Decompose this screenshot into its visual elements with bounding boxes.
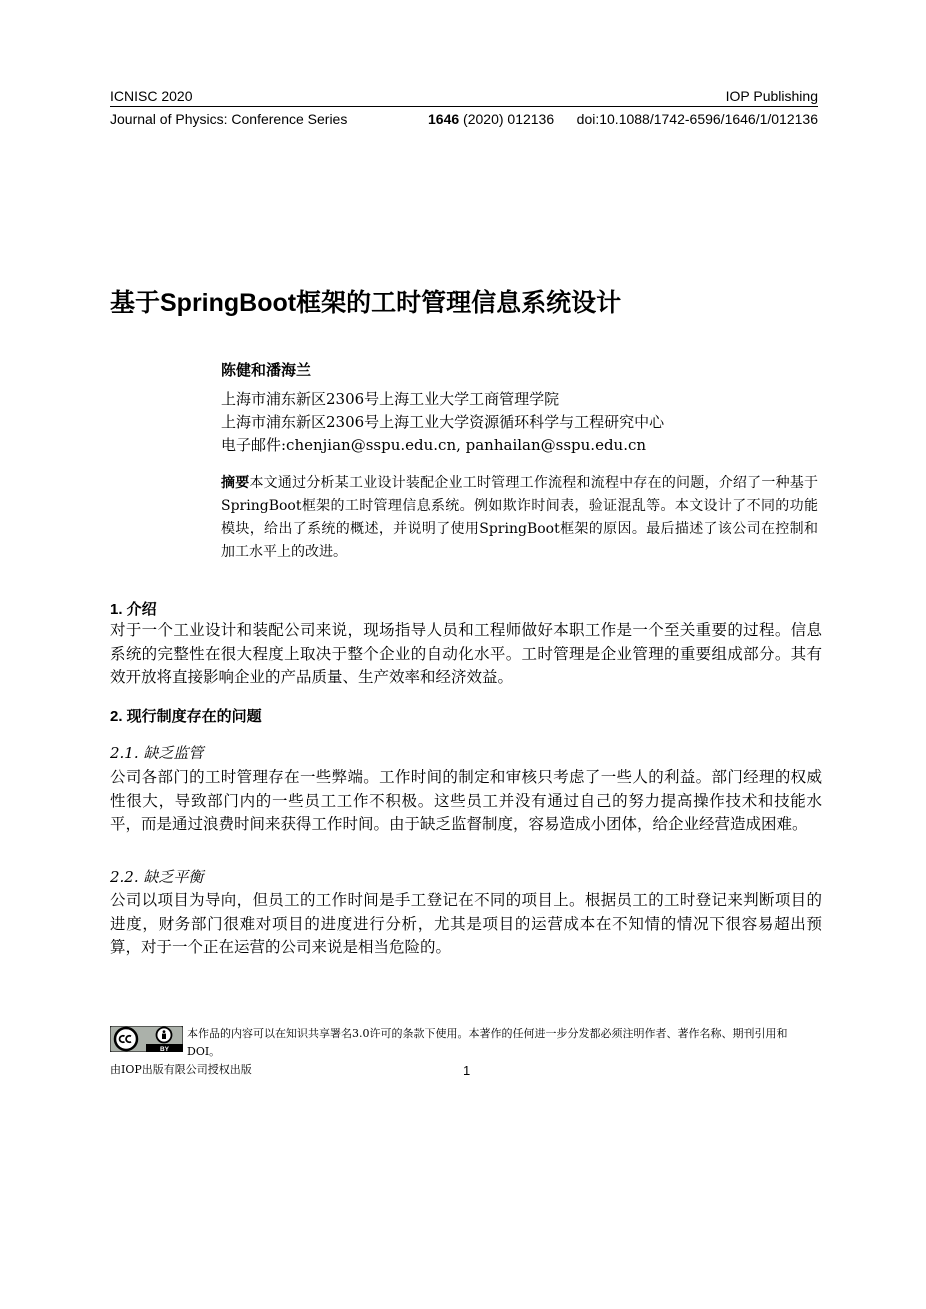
- subsection-text-lack-of-supervision: 公司各部门的工时管理存在一些弊端。工作时间的制定和审核只考虑了一些人的利益。部门经理的权威性很大，导致部门内的一些员工工作不积极。这些员工并没有通过自己的努力提高操作技术和技能水平，而是通过浪费时间来获得工作时间。由于缺乏监督制度，容易造成小团体，给企业经营造成困难。: [110, 768, 822, 833]
- section-heading-problems: 2. 现行制度存在的问题: [110, 708, 262, 725]
- section-heading-introduction: 1. 介绍: [110, 601, 157, 618]
- authors: 陈健和潘海兰: [221, 362, 312, 379]
- publisher-statement: 由IOP出版有限公司授权出版: [110, 1063, 252, 1076]
- abstract-label: 摘要: [221, 475, 250, 491]
- abstract: [221, 472, 818, 564]
- abstract-text: 本文通过分析某工业设计装配企业工时管理工作流程和流程中存在的问题，介绍了一种基于SpringBoot框架的工时管理信息系统。例如欺诈时间表，验证混乱等。本文设计了不同的功能模块，给出了系统的概述，并说明了使用SpringBoot框架的原因。最后描述了该公司在控制和加工水平上的改进。: [221, 475, 819, 560]
- journal-name: Journal of Physics: Conference Series: [110, 111, 348, 127]
- subsection-heading-lack-of-balance: 2.2. 缺乏平衡: [110, 868, 204, 886]
- license-notice: 本作品的内容可以在知识共享署名3.0许可的条款下使用。本著作的任何进一步分发都必须注明作者、著作名称、期刊引用和DOI。: [187, 1027, 788, 1058]
- doi-link[interactable]: doi:10.1088/1742-6596/1646/1/012136: [576, 111, 818, 127]
- cc-by-label: BY: [159, 1045, 170, 1052]
- contact-emails[interactable]: 电子邮件:chenjian@sspu.edu.cn, panhailan@sspu.edu.cn: [221, 436, 647, 454]
- page-number: 1: [463, 1063, 471, 1078]
- conference-name: ICNISC 2020: [110, 88, 193, 104]
- affiliation-1: 上海市浦东新区2306号上海工业大学工商管理学院: [221, 390, 560, 408]
- section-text-introduction: 对于一个工业设计和装配公司来说，现场指导人员和工程师做好本职工作是一个至关重要的过程。信息系统的完整性在很大程度上取决于整个企业的自动化水平。工时管理是企业管理的重要组成部分。其有效开放将直接影响企业的产品质量、生产效率和经济效益。: [110, 621, 822, 686]
- publisher-name: IOP Publishing: [725, 88, 818, 104]
- cc-by-icon[interactable]: [110, 1026, 183, 1052]
- volume-number: 1646: [428, 111, 460, 127]
- paper-title: 基于SpringBoot框架的工时管理信息系统设计: [110, 289, 622, 317]
- header-divider: [110, 106, 818, 107]
- affiliation-2: 上海市浦东新区2306号上海工业大学资源循环科学与工程研究中心: [221, 413, 665, 431]
- subsection-text-lack-of-balance: 公司以项目为导向，但员工的工作时间是手工登记在不同的项目上。根据员工的工时登记来判断项目的进度，财务部门很难对项目的进度进行分析，尤其是项目的运营成本在不知情的情况下很容易超出预算，对于一个正在运营的公司来说是相当危险的。: [110, 891, 822, 956]
- volume-issue: [428, 111, 554, 127]
- issue-number: (2020) 012136: [463, 111, 555, 127]
- subsection-heading-lack-of-supervision: 2.1. 缺乏监管: [110, 744, 204, 762]
